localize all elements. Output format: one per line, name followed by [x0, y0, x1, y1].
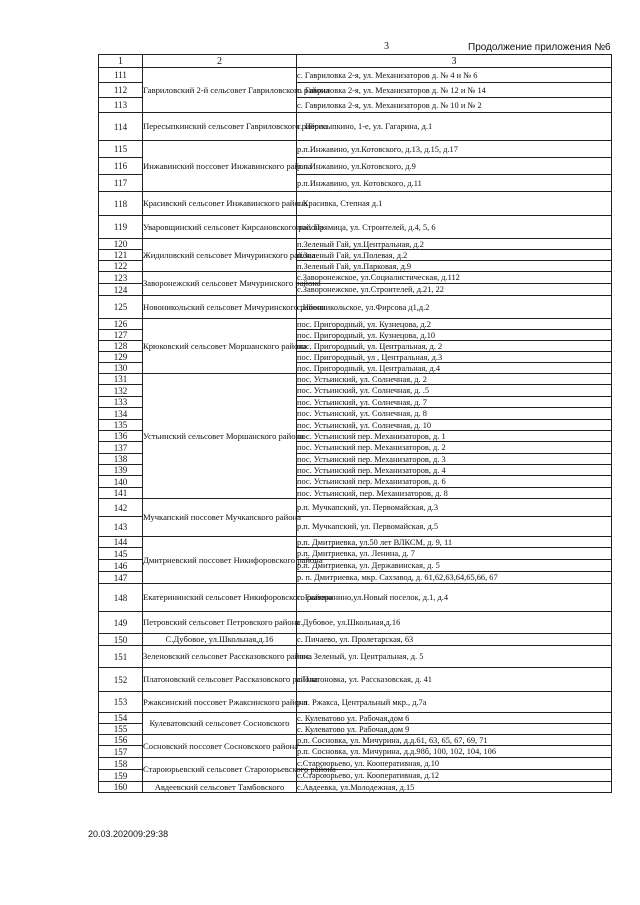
station-address: пос. Пригородный, ул , Центральная, д.3 [297, 352, 612, 363]
council-name: С.Дубовое, ул.Школьная,д.16 [143, 634, 297, 646]
council-name: Екатерининский сельсовет Никифоровского района [143, 584, 297, 612]
station-address: р.п. Дмитриевка, ул. Державинская, д. 5 [297, 560, 612, 572]
table-row [99, 713, 612, 724]
station-address: пос. Зеленый, ул. Центральная, д. 5 [297, 646, 612, 668]
row-number: 119 [99, 216, 143, 239]
station-address: пос. Прямица, ул. Строителей, д.4, 5, 6 [297, 216, 612, 239]
station-address: с.Платоновка, ул. Рассказовская, д. 41 [297, 668, 612, 692]
station-address: с. Кулеватово ул. Рабочая,дом 9 [297, 724, 612, 735]
table-row [99, 113, 612, 141]
council-name: Ржаксинский поссовет Ржаксинского района [143, 692, 297, 713]
council-name: Новоникольский сельсовет Мичуринского района [143, 296, 297, 319]
station-address: с. Пересыпкино, 1-е, ул. Гагарина, д.1 [297, 113, 612, 141]
station-address: р.п. Мучкапский, ул. Первомайская, д.5 [297, 517, 612, 537]
row-number: 144 [99, 537, 143, 548]
council-name: Дмитриевский поссовет Никифоровского района [143, 537, 297, 584]
row-number: 123 [99, 272, 143, 284]
station-address: с.Авдеевка, ул.Молодежная, д.15 [297, 782, 612, 793]
row-number: 158 [99, 758, 143, 770]
row-number: 111 [99, 68, 143, 83]
row-number: 140 [99, 476, 143, 488]
row-number: 154 [99, 713, 143, 724]
row-number: 133 [99, 397, 143, 408]
row-number: 136 [99, 431, 143, 442]
station-address: с.Заворонежское, ул.Социалистическая, д.112 [297, 272, 612, 284]
table-row [99, 758, 612, 770]
row-number: 117 [99, 175, 143, 192]
row-number: 130 [99, 363, 143, 374]
row-number: 152 [99, 668, 143, 692]
station-address: п.Зеленый Гай, ул.Полевая, д.2 [297, 250, 612, 261]
station-address: п.Зеленый Гай, ул.Парковая, д.9 [297, 261, 612, 272]
station-address: пос. Устьинский пер. Механизаторов, д. 3 [297, 454, 612, 465]
station-address: р.п.Инжавино, ул.Котовского, д.9 [297, 158, 612, 175]
row-number: 131 [99, 374, 143, 385]
station-address: пос. Устьинский пер. Механизаторов, д. 1 [297, 431, 612, 442]
print-timestamp: 20.03.202009:29:38 [88, 829, 169, 839]
station-address: с.Новоникольское, ул.Фирсова д1,д.2 [297, 296, 612, 319]
council-name: Гавриловский 2-й сельсовет Гавриловского района [143, 68, 297, 113]
column-header-council: 2 [143, 55, 297, 68]
table-row [99, 68, 612, 83]
station-address: с.Староюрьево, ул. Кооперативная, д.10 [297, 758, 612, 770]
table-row [99, 782, 612, 793]
station-address: р.п. Сосновка, ул. Мичурина, д.д.61, 63, 65, 67, 69, 71 [297, 735, 612, 746]
row-number: 149 [99, 612, 143, 634]
row-number: 129 [99, 352, 143, 363]
table-header-row [99, 55, 612, 68]
column-header-address: 3 [297, 55, 612, 68]
council-name: Авдеевский сельсовет Тамбовского [143, 782, 297, 793]
table-row [99, 692, 612, 713]
row-number: 147 [99, 572, 143, 584]
station-address: пос. Устьинский пер. Механизаторов, д. 6 [297, 476, 612, 488]
station-address: р.п.Инжавино, ул.Котовского, д.13, д.15, д.17 [297, 141, 612, 158]
row-number: 115 [99, 141, 143, 158]
council-name: Жидиловский сельсовет Мичуринского района [143, 239, 297, 272]
row-number: 124 [99, 284, 143, 296]
station-address: пос. Устьинский, ул. Солнечная, д. 8 [297, 408, 612, 420]
table-row [99, 239, 612, 250]
row-number: 148 [99, 584, 143, 612]
station-address: с. Пичаево, ул. Пролетарская, 63 [297, 634, 612, 646]
station-address: пос. Устьинский, пер. Механизаторов, д. 8 [297, 488, 612, 499]
council-name: Староюрьевский сельсовет Староюрьевского района [143, 758, 297, 782]
row-number: 137 [99, 442, 143, 454]
row-number: 116 [99, 158, 143, 175]
table-row [99, 272, 612, 284]
station-address: р.п. Мучкапский, ул. Первомайская, д.3 [297, 499, 612, 517]
row-number: 113 [99, 98, 143, 113]
table-row [99, 319, 612, 330]
council-name: Мучкапский поссовет Мучкапского района [143, 499, 297, 537]
council-name: Пересыпкинский сельсовет Гавриловского района [143, 113, 297, 141]
table-row [99, 216, 612, 239]
council-name: Уваровщинский сельсовет Кирсановского района [143, 216, 297, 239]
row-number: 153 [99, 692, 143, 713]
row-number: 151 [99, 646, 143, 668]
station-address: пос. Устьинский, ул. Солнечная, д. 2 [297, 374, 612, 385]
row-number: 128 [99, 341, 143, 352]
row-number: 138 [99, 454, 143, 465]
station-address: р.п. Ржакса, Центральный мкр., д.7а [297, 692, 612, 713]
station-address: пос. Устьинский, ул. Солнечная, д. .5 [297, 385, 612, 397]
station-address: пос. Пригородный, ул. Кузнецова, д.2 [297, 319, 612, 330]
station-address: р.п.Инжавино, ул. Котовского, д.11 [297, 175, 612, 192]
row-number: 132 [99, 385, 143, 397]
council-name: Кулеватовский сельсовет Сосновского [143, 713, 297, 735]
row-number: 141 [99, 488, 143, 499]
polling-stations-table [98, 54, 612, 793]
station-address: р.п. Сосновка, ул. Мичурина, д.д.98б, 100, 102, 104, 106 [297, 746, 612, 758]
council-name: Крюковский сельсовет Моршанского района [143, 319, 297, 374]
table-row [99, 668, 612, 692]
page-number: 3 [384, 41, 389, 52]
council-name: Устьинский сельсовет Моршанского района [143, 374, 297, 499]
council-name: Петровский сельсовет Петровского района [143, 612, 297, 634]
council-name: Платоновский сельсовет Рассказовского района [143, 668, 297, 692]
station-address: пос. Устьинский пер. Механизаторов, д. 4 [297, 465, 612, 476]
station-address: п.Зеленый Гай, ул.Центральная, д.2 [297, 239, 612, 250]
row-number: 150 [99, 634, 143, 646]
table-row [99, 296, 612, 319]
row-number: 146 [99, 560, 143, 572]
row-number: 145 [99, 548, 143, 560]
station-address: пос. Устьинский, ул. Солнечная, д. 10 [297, 420, 612, 431]
table-row [99, 634, 612, 646]
council-name: Заворонежский сельсовет Мичуринского района [143, 272, 297, 296]
station-address: р.п. Дмитриевка, ул.50 лет ВЛКСМ, д. 9, 11 [297, 537, 612, 548]
row-number: 112 [99, 83, 143, 98]
row-number: 121 [99, 250, 143, 261]
station-address: пос. Пригородный, ул. Кузнецова, д.10 [297, 330, 612, 341]
row-number: 160 [99, 782, 143, 793]
table-row [99, 735, 612, 746]
row-number: 126 [99, 319, 143, 330]
column-header-number: 1 [99, 55, 143, 68]
table-row [99, 646, 612, 668]
row-number: 122 [99, 261, 143, 272]
table-row [99, 374, 612, 385]
table-row [99, 612, 612, 634]
station-address: с.Староюрьево, ул. Кооперативная, д.12 [297, 770, 612, 782]
station-address: с. Екатеринино,ул.Новый поселок, д.1, д.4 [297, 584, 612, 612]
row-number: 139 [99, 465, 143, 476]
continuation-title: Продолжение приложения №6 [468, 42, 611, 53]
row-number: 120 [99, 239, 143, 250]
table-row [99, 584, 612, 612]
table-row [99, 499, 612, 517]
council-name: Сосновский поссовет Сосновского района [143, 735, 297, 758]
station-address: с.Дубовое, ул.Школьная,д.16 [297, 612, 612, 634]
row-number: 114 [99, 113, 143, 141]
row-number: 134 [99, 408, 143, 420]
station-address: с.Заворонежское, ул.Строителей, д.21, 22 [297, 284, 612, 296]
station-address: пос. Пригородный, ул. Центральная, д. 2 [297, 341, 612, 352]
row-number: 143 [99, 517, 143, 537]
council-name: Инжавинский поссовет Инжавинского района [143, 141, 297, 192]
station-address: пос. Устьинский пер. Механизаторов, д. 2 [297, 442, 612, 454]
row-number: 155 [99, 724, 143, 735]
station-address: пос. Пригородный, ул. Центральная, д.4 [297, 363, 612, 374]
row-number: 135 [99, 420, 143, 431]
row-number: 118 [99, 192, 143, 216]
row-number: 159 [99, 770, 143, 782]
table-row [99, 537, 612, 548]
row-number: 156 [99, 735, 143, 746]
table-row [99, 192, 612, 216]
council-name: Зеленовский сельсовет Рассказовского района [143, 646, 297, 668]
station-address: с. Гавриловка 2-я, ул. Механизаторов д. № 12 и № 14 [297, 83, 612, 98]
station-address: с. Гавриловка 2-я, ул. Механизаторов д. № 4 и № 6 [297, 68, 612, 83]
station-address: с. Гавриловка 2-я, ул. Механизаторов д. № 10 и № 2 [297, 98, 612, 113]
row-number: 142 [99, 499, 143, 517]
row-number: 127 [99, 330, 143, 341]
table-row [99, 141, 612, 158]
council-name: Красивский сельсовет Инжавинского района [143, 192, 297, 216]
row-number: 125 [99, 296, 143, 319]
row-number: 157 [99, 746, 143, 758]
station-address: с.Красивка, Степная д.1 [297, 192, 612, 216]
station-address: р. п. Дмитриевка, мкр. Сахзавод, д. 61,62,63,64,65,66, 67 [297, 572, 612, 584]
station-address: пос. Устьинский, ул. Солнечная, д. 7 [297, 397, 612, 408]
station-address: р.п. Дмитриевка, ул. Ленина, д. 7 [297, 548, 612, 560]
station-address: с. Кулеватово ул. Рабочая,дом 6 [297, 713, 612, 724]
